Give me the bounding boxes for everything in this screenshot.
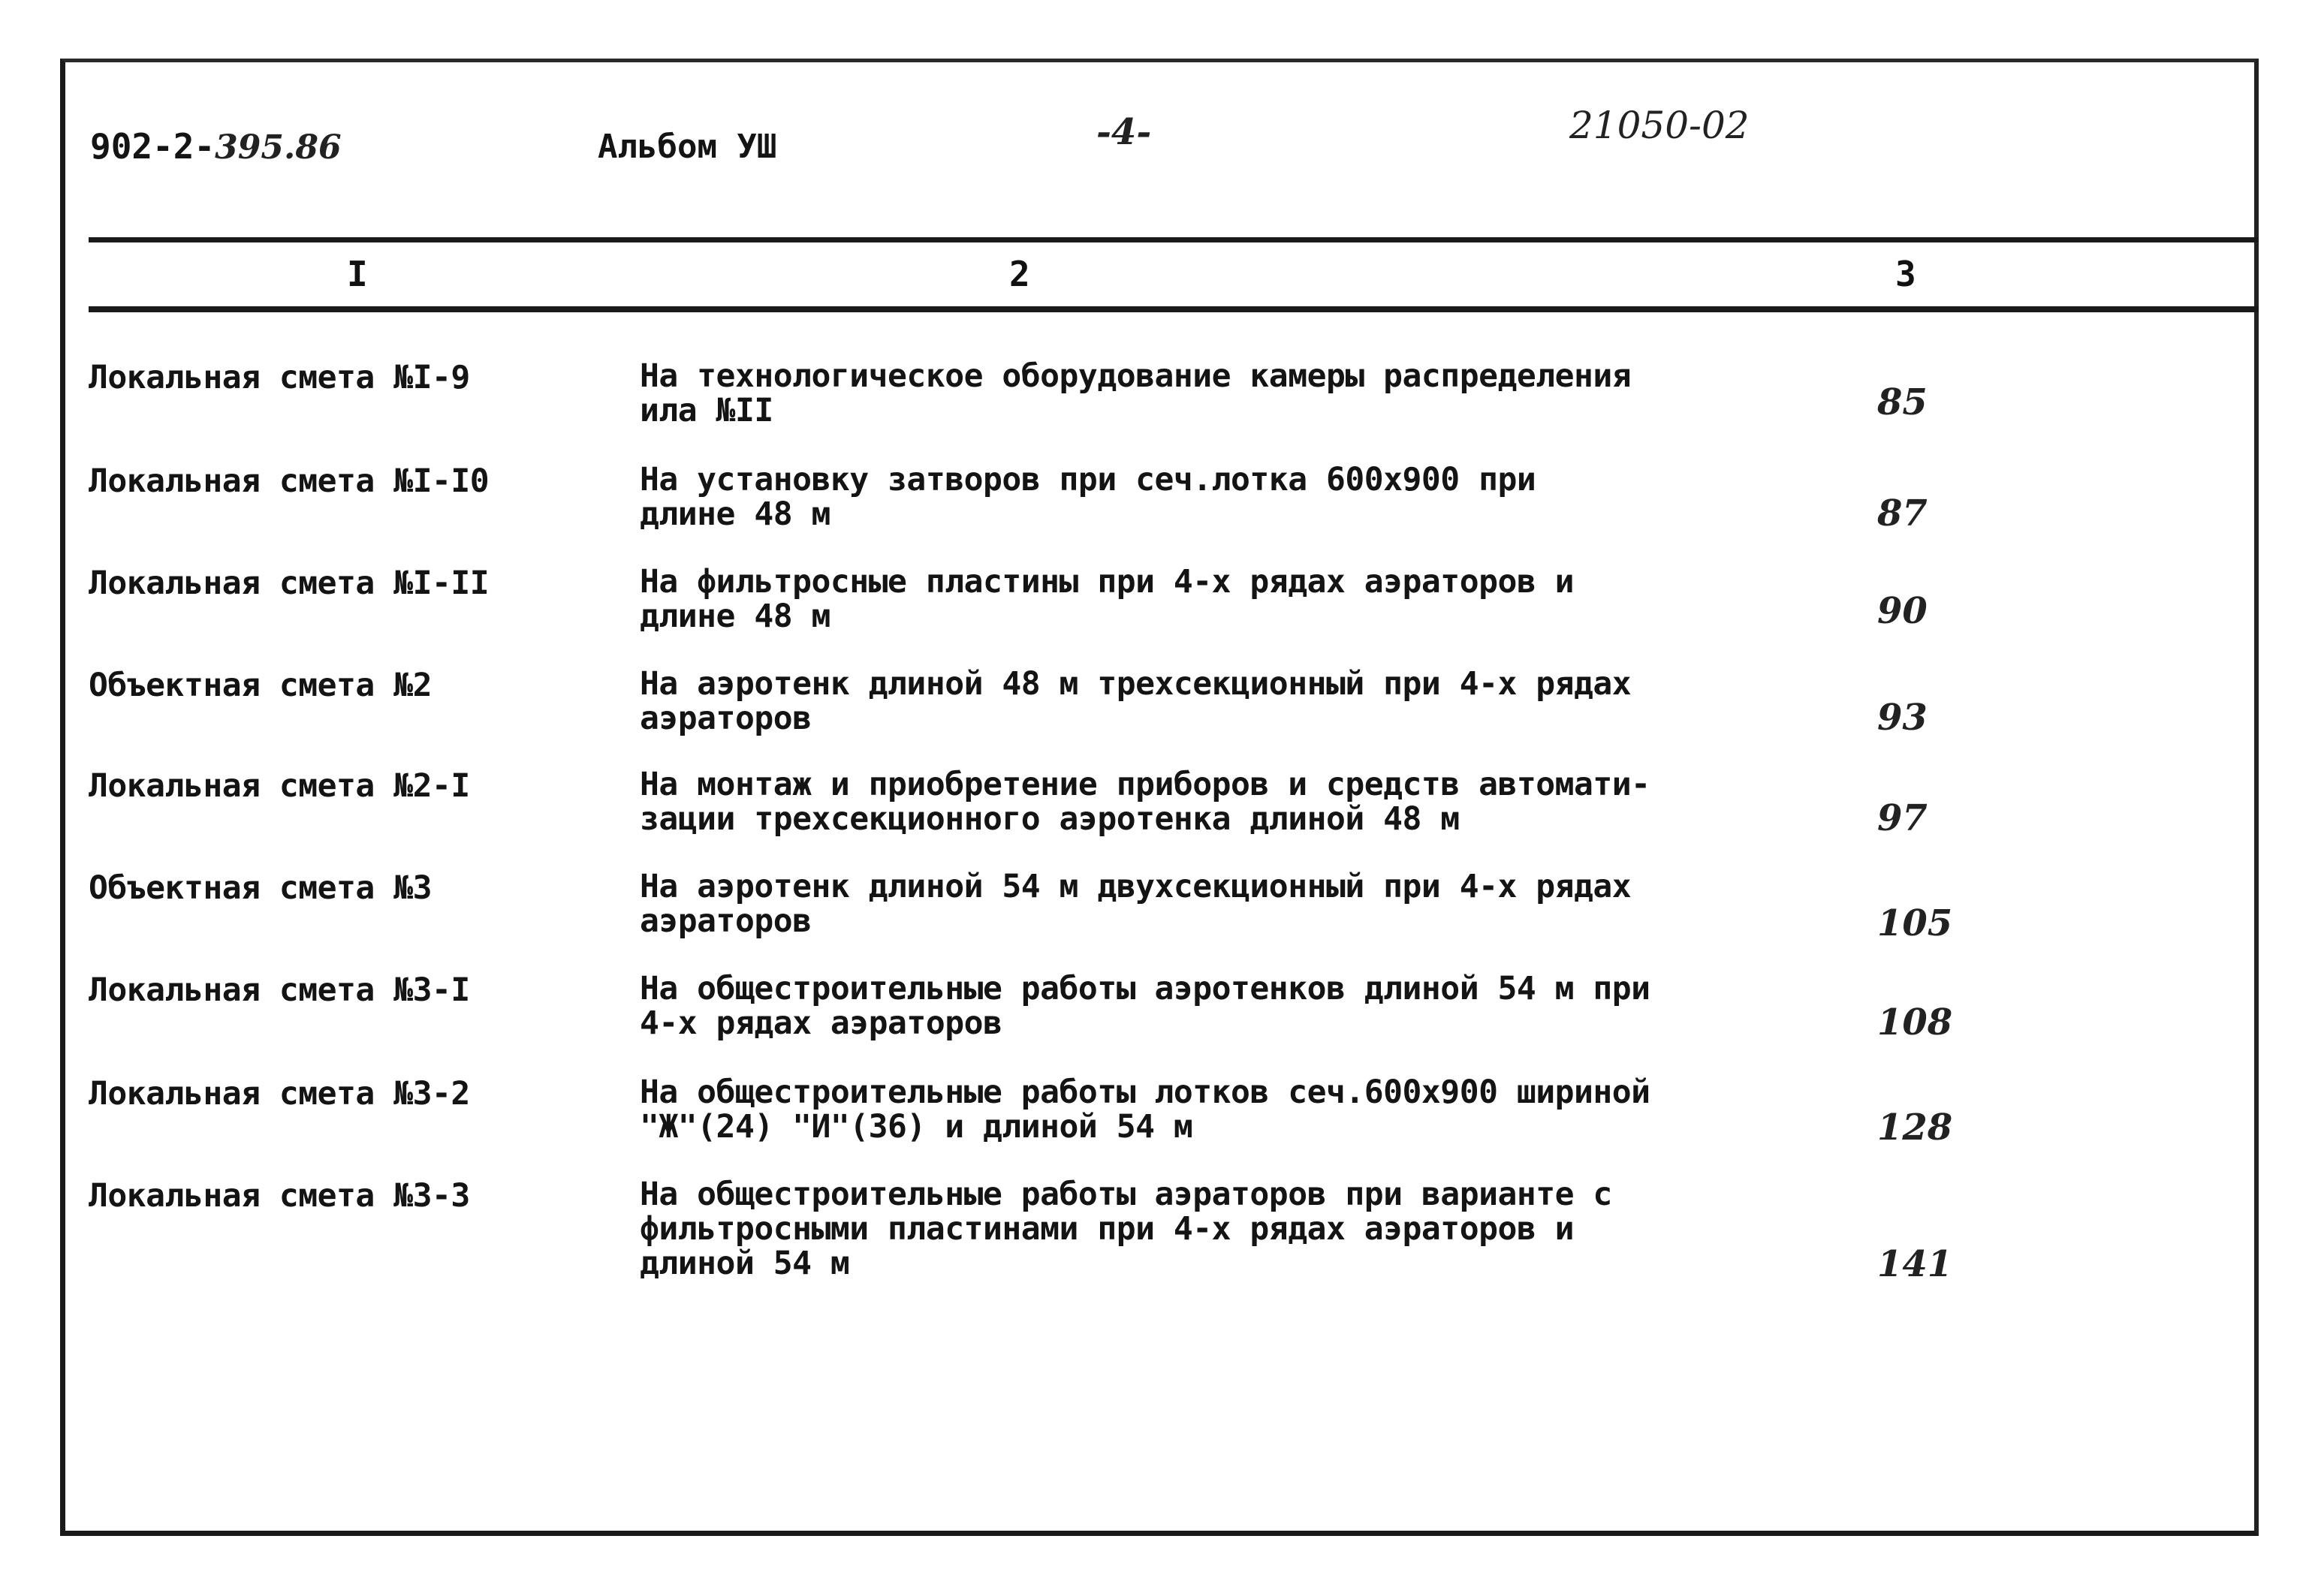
estimate-name: Объектная смета №2 (89, 667, 432, 704)
column-header-2: 2 (1009, 254, 1030, 294)
page-reference: 97 (1877, 797, 1928, 839)
page-reference: 85 (1877, 381, 1928, 423)
estimate-name: Локальная смета №I-9 (89, 359, 470, 396)
estimate-description: На общестроительные работы аэраторов при варианте с фильтросными пластинами при 4-х рядах аэраторов и длиной 54 м (640, 1176, 1612, 1282)
estimate-description: На технологическое оборудование камеры распределения ила №II (640, 357, 1632, 429)
estimate-description: На установку затворов при сеч.лотка 600х900 при длине 48 м (640, 461, 1536, 533)
estimate-description: На общестроительные работы аэротенков длиной 54 м при 4-х рядах аэраторов (640, 970, 1650, 1042)
stamp-number: 21050-02 (1569, 104, 1750, 147)
page-number: -4- (1096, 111, 1152, 153)
estimate-description: На монтаж и приобретение приборов и средств автомати- зации трехсекционного аэротенка длиной 48 м (640, 766, 1650, 838)
album-title: Альбом УШ (598, 128, 777, 166)
estimate-name: Объектная смета №3 (89, 869, 432, 907)
column-header-3: 3 (1895, 254, 1916, 294)
estimate-name: Локальная смета №I-I0 (89, 462, 490, 500)
page-reference: 141 (1877, 1243, 1953, 1285)
estimate-name: Локальная смета №3-I (89, 971, 470, 1009)
estimate-description: На фильтросные пластины при 4-х рядах аэраторов и длине 48 м (640, 563, 1575, 635)
header-rule-bottom (89, 306, 2259, 312)
page-reference: 128 (1877, 1107, 1953, 1149)
column-header-1: I (347, 254, 368, 294)
estimate-name: Локальная смета №2-I (89, 767, 470, 805)
page-reference: 105 (1877, 902, 1953, 944)
document-code-handwritten: 395.86 (215, 128, 342, 167)
estimate-description: На аэротенк длиной 54 м двухсекционный при 4-х рядах аэраторов (640, 868, 1632, 940)
estimate-name: Локальная смета №3-2 (89, 1075, 470, 1113)
document-code (90, 126, 342, 167)
page-reference: 90 (1877, 590, 1928, 632)
page-reference: 108 (1877, 1001, 1953, 1043)
estimate-description: На аэротенк длиной 48 м трехсекционный при 4-х рядах аэраторов (640, 665, 1632, 737)
header-rule-top (89, 237, 2259, 242)
page-reference: 93 (1877, 697, 1928, 739)
document-code-printed: 902-2- (90, 126, 216, 167)
estimate-name: Локальная смета №3-3 (89, 1177, 470, 1215)
page-reference: 87 (1877, 492, 1928, 535)
estimate-name: Локальная смета №I-II (89, 565, 490, 602)
estimate-description: На общестроительные работы лотков сеч.600х900 шириной "Ж"(24) "И"(36) и длиной 54 м (640, 1074, 1650, 1146)
